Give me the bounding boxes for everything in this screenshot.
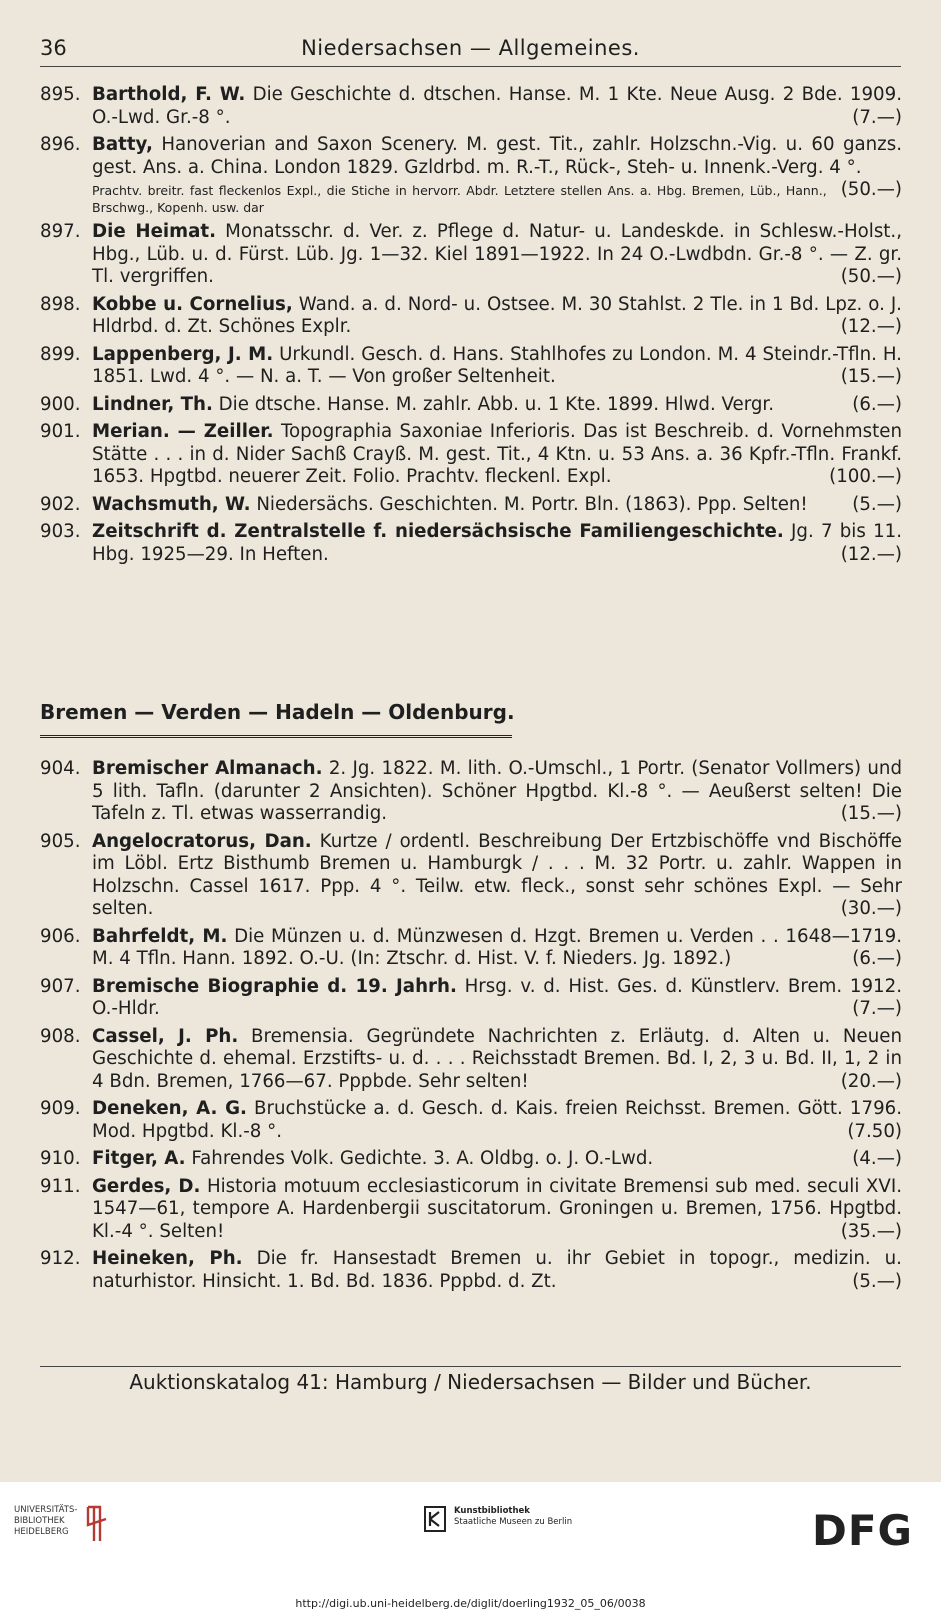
catalog-entry [40,344,902,389]
entry-body [92,1148,902,1171]
entry-author: Kobbe u. Cornelius, [92,293,293,315]
entry-author: Fitger, A. [92,1148,186,1169]
entry-price: (4.—) [852,1148,902,1169]
entry-description: Die Münzen u. d. Münzwesen d. Hzgt. Bremen u. Verden . . 1648—1719. M. 4 Tfln. Hann. 1892. O.-U. (In: Ztschr. d. Hist. V. f. Nieders. Jg. 1892.) [92,925,902,969]
entry-description: Die Geschichte d. dtschen. Hanse. M. 1 Kte. Neue Ausg. 2 Bde. 1909. O.-Lwd. Gr.-8 °. [92,84,902,128]
entry-number: 896. [40,134,81,155]
entry-number: 900. [40,393,81,415]
page-number: 36 [40,36,67,60]
catalog-entry [40,1148,902,1171]
entry-number: 911. [40,1175,81,1197]
dfg-logo: DFG [812,1506,914,1555]
entry-price: (7.50) [847,1120,902,1142]
section-heading: Bremen — Verden — Hadeln — Oldenburg. [40,700,515,724]
entry-number: 897. [40,221,81,242]
ub-emblem-icon [84,1505,110,1543]
entry-author: Gerdes, D. [92,1175,201,1197]
catalog-entry [40,758,902,826]
entry-price: (35.—) [840,1220,902,1242]
entry-number: 910. [40,1148,81,1169]
entry-author: Barthold, F. W. [92,84,246,105]
entry-price: (7.—) [852,106,902,128]
entry-description: Niedersächs. Geschichten. M. Portr. Bln. (1863). Ppp. Selten! [256,493,808,515]
entry-body [92,758,902,826]
entry-author: Bahrfeldt, M. [92,925,228,947]
entry-number: 895. [40,84,81,105]
entry-author: Deneken, A. G. [92,1098,247,1119]
entry-number: 907. [40,975,81,997]
catalog-entry [40,1026,902,1094]
entry-author: Heineken, Ph. [92,1248,243,1269]
entry-number: 903. [40,521,81,542]
running-title: Niedersachsen — Allgemeines. [301,36,640,60]
entry-body [92,394,902,417]
entry-body [92,1098,902,1143]
entry-author: Angelocratorus, Dan. [92,830,312,852]
entry-description: Kurtze / ordentl. Beschreibung Der Ertzbischöffe vnd Bischöffe im Löbl. Ertz Bisthumb Bremen u. Hamburgk / . . . M. 32 Portr. u. zahlr. Wappen in Holzschn. Cassel 1617. Ppp. 4 °. Teilw. etw. fleck., sonst sehr schönes Expl. — Sehr selten. [92,830,902,919]
entry-description: Die dtsche. Hanse. M. zahlr. Abb. u. 1 Kte. 1899. Hlwd. Vergr. [218,393,775,415]
entry-price: (15.—) [840,366,902,387]
entry-author: Zeitschrift d. Zentralstelle f. niedersächsische Familiengeschichte. [92,521,784,542]
catalog-entry [40,1248,902,1293]
entry-body [92,221,902,289]
footer-rule [40,1366,901,1367]
entry-price: (5.—) [852,1270,902,1292]
entry-body [92,976,902,1021]
catalog-entry [40,84,902,129]
ub-logo-line2: BIBLIOTHEK [14,1516,65,1526]
entry-description: Bremensia. Gegründete Nachrichten z. Erläutg. d. Alten u. Neuen Geschichte d. ehemal. Erzstifts- u. d. . . . Reichsstadt Bremen. Bd. I, 2, 3 u. Bd. II, 1, 2 in 4 Bdn. Bremen, 1766—67. Pppbde. Sehr selten! [92,1025,902,1092]
entry-price: (7.—) [852,998,902,1019]
entry-note: Prachtv. breitr. fast fleckenlos Expl., die Stiche in hervorr. Abdr. Letztere stellen Ans. a. Hbg. Bremen, Lüb., Hann., Brschwg., Kopenh. usw. dar [92,183,827,215]
catalog-entry [40,521,902,566]
entry-body [92,344,902,389]
entry-description: 2. Jg. 1822. M. lith. O.-Umschl., 1 Portr. (Senator Vollmers) und 5 lith. Tafln. (darunter 2 Ansichten). Schöner Hpgtbd. Kl.-8 °. — Aeußerst selten! Die Tafeln z. Tl. etwas wasserrandig. [92,758,902,824]
entry-price: (15.—) [840,803,902,824]
catalog-entry [40,421,902,489]
entry-number: 912. [40,1248,81,1269]
section-underline [40,735,512,738]
entry-body [92,294,902,339]
entry-description: Bruchstücke a. d. Gesch. d. Kais. freien Reichsst. Bremen. Gött. 1796. Mod. Hpgtbd. Kl.-8 °. [92,1098,902,1142]
catalog-entry [40,831,902,921]
entry-description: Monatsschr. d. Ver. z. Pflege d. Natur- u. Landeskde. in Schlesw.-Holst., Hbg., Lüb. u. d. Fürst. Lüb. Jg. 1—32. Kiel 1891—1922. In 24 O.-Lwdbdn. Gr.-8 °. — Z. gr. Tl. vergriffen. [92,221,902,287]
entry-body [92,831,902,921]
entry-description: Topographia Saxoniae Inferioris. Das ist Beschreib. d. Vornehmsten Stätte . . . in d. Nider Sachß Crayß. M. gest. Tit., 4 Ktn. u. 53 Ans. a. 36 Kpfr.-Tfln. Frankf. 1653. Hpgtbd. neuerer Zeit. Folio. Prachtv. fleckenl. Expl. [92,421,902,487]
entry-body [92,421,902,489]
entry-body [92,1176,902,1244]
entry-description: Historia motuum ecclesiasticorum in civitate Bremensi sub med. seculi XVI. 1547—61, tempore A. Hardenbergii suscitatorum. Groningen u. Bremen, 1756. Hpgtbd. Kl.-4 °. Selten! [92,1175,902,1242]
entry-price: (6.—) [852,393,902,415]
entry-number: 902. [40,493,81,515]
entry-body [92,84,902,129]
footer-text: Auktionskatalog 41: Hamburg / Niedersachsen — Bilder und Bücher. [129,1370,812,1394]
catalog-entry [40,494,902,517]
entry-number: 908. [40,1025,81,1047]
entry-price: (100.—) [829,466,902,487]
entry-price: (5.—) [852,493,902,515]
catalog-entry [40,926,902,971]
entry-author: Die Heimat. [92,221,216,242]
catalog-entry [40,1098,902,1143]
catalog-entry [40,394,902,417]
entry-description: Die fr. Hansestadt Bremen u. ihr Gebiet in topogr., medizin. u. naturhistor. Hinsicht. 1. Bd. Bd. 1836. Pppbd. d. Zt. [92,1248,902,1292]
entry-number: 899. [40,343,81,365]
entry-price: (30.—) [840,898,902,919]
page-header [40,36,901,66]
entry-description: Urkundl. Gesch. d. Hans. Stahlhofes zu London. M. 4 Steindr.-Tfln. H. 1851. Lwd. 4 °. — N. a. T. — Von großer Seltenheit. [92,343,902,387]
entry-number: 909. [40,1098,81,1119]
kunstbibliothek-name: Kunstbibliothek [454,1506,530,1516]
entry-description: Wand. a. d. Nord- u. Ostsee. M. 30 Stahlst. 2 Tle. in 1 Bd. Lpz. o. J. Hldrbd. d. Zt. Schönes Explr. [92,293,902,337]
entry-number: 906. [40,925,81,947]
entry-number: 904. [40,758,81,779]
entry-body [92,521,902,566]
ub-logo-line1: UNIVERSITÄTS- [14,1505,78,1515]
entry-price: (6.—) [852,948,902,969]
kunstbibliothek-mark-icon [424,1506,446,1532]
entry-price: (20.—) [840,1070,902,1092]
ub-logo-line3: HEIDELBERG [14,1527,69,1537]
entry-author: Bremische Biographie d. 19. Jahrh. [92,975,457,997]
entry-author: Wachsmuth, W. [92,493,251,515]
entry-price: (50.—) [840,179,902,200]
catalog-entry [40,294,902,339]
entry-body [92,926,902,971]
entry-price: (50.—) [840,266,902,287]
source-url[interactable]: http://digi.ub.uni-heidelberg.de/diglit/doerling1932_05_06/0038 [295,1597,646,1610]
entry-number: 898. [40,293,81,315]
entry-body [92,1248,902,1293]
entry-description: Fahrendes Volk. Gedichte. 3. A. Oldbg. o. J. O.-Lwd. [191,1148,654,1169]
entry-body [92,494,902,517]
ub-heidelberg-logo [14,1505,77,1538]
entry-price: (12.—) [840,316,902,337]
entry-number: 901. [40,421,81,442]
catalog-entry [40,1176,902,1244]
entry-description: Hrsg. v. d. Hist. Ges. d. Künstlerv. Brem. 1912. O.-Hldr. [92,975,902,1019]
entry-description: Jg. 7 bis 11. Hbg. 1925—29. In Heften. [92,521,902,565]
entry-author: Lindner, Th. [92,393,213,415]
entry-number: 905. [40,830,81,852]
catalog-entry [40,134,902,216]
entry-author: Cassel, J. Ph. [92,1025,239,1047]
catalog-entry [40,976,902,1021]
entry-author: Bremischer Almanach. [92,758,323,779]
entry-author: Lappenberg, J. M. [92,343,274,365]
kunstbibliothek-sub: Staatliche Museen zu Berlin [454,1517,573,1527]
entry-description: Hanoverian and Saxon Scenery. M. gest. Tit., zahlr. Holzschn.-Vig. u. 60 ganzs. gest. Ans. a. China. London 1829. Gzldrbd. m. R.-T., Rück-, Steh- u. Innenk.-Verg. 4 °. [92,134,902,178]
entry-author: Merian. — Zeiller. [92,421,274,442]
entry-price: (12.—) [840,543,902,565]
entry-body [92,1026,902,1094]
catalog-entry [40,221,902,289]
header-rule [40,66,901,67]
entries-top [40,84,902,571]
entry-author: Batty, [92,134,153,155]
entries-bottom [40,758,902,1298]
